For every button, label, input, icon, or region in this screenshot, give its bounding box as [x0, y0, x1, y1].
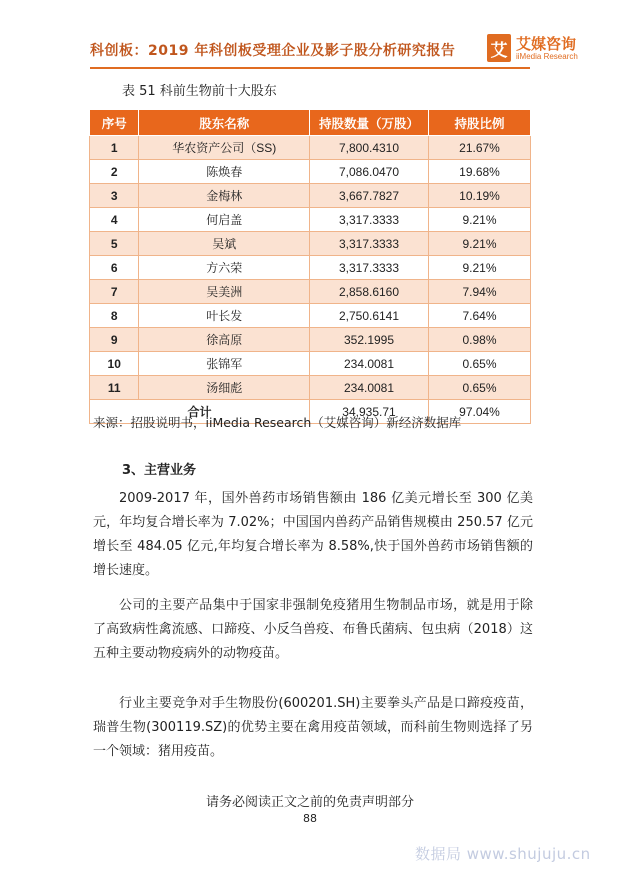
row-shares: 7,086.0470 [310, 160, 429, 184]
table-row [90, 208, 531, 232]
row-holder-name: 陈焕春 [139, 160, 310, 184]
row-index: 8 [90, 304, 139, 328]
body-paragraph: 行业主要竞争对手生物股份(600201.SH)主要拳头产品是口蹄疫疫苗，瑞普生物(300119.SZ)的优势主要在禽用疫苗领域，而科前生物则选择了另一个领域：猪用疫苗。 [93, 696, 533, 759]
row-shares: 3,317.3333 [310, 208, 429, 232]
row-index: 3 [90, 184, 139, 208]
total-label: 合计 [90, 400, 310, 424]
table-row [90, 304, 531, 328]
logo-name: 艾媒咨询 [516, 35, 577, 53]
row-index: 4 [90, 208, 139, 232]
table-row [90, 136, 531, 160]
row-shares: 7,800.4310 [310, 136, 429, 160]
row-shares: 3,667.7827 [310, 184, 429, 208]
row-index: 1 [90, 136, 139, 160]
table-row [90, 232, 531, 256]
header-divider [90, 67, 530, 69]
row-shares: 3,317.3333 [310, 232, 429, 256]
table-source: 来源：招股说明书，iiMedia Research（艾媒咨询）新经济数据库 [93, 415, 462, 430]
row-ratio: 19.68% [429, 160, 531, 184]
table-row [90, 256, 531, 280]
imedia-logo-icon: 艾 [487, 34, 511, 62]
row-holder-name: 张锦军 [139, 352, 310, 376]
page-number: 88 [303, 812, 317, 825]
watermark: 数据局 www.shujuju.cn [415, 845, 591, 863]
row-index: 7 [90, 280, 139, 304]
row-ratio: 10.19% [429, 184, 531, 208]
row-holder-name: 汤细彪 [139, 376, 310, 400]
col-header-name: 股东名称 [139, 110, 310, 136]
row-holder-name: 徐高原 [139, 328, 310, 352]
row-holder-name: 方六荣 [139, 256, 310, 280]
row-ratio: 0.98% [429, 328, 531, 352]
row-holder-name: 金梅林 [139, 184, 310, 208]
body-paragraph: 公司的主要产品集中于国家非强制免疫猪用生物制品市场，就是用于除了高致病性禽流感、口蹄疫、小反刍兽疫、布鲁氏菌病、包虫病（2018）这五种主要动物疫病外的动物疫苗。 [93, 598, 533, 661]
row-shares: 2,858.6160 [310, 280, 429, 304]
row-shares: 2,750.6141 [310, 304, 429, 328]
col-header-ratio: 持股比例 [429, 110, 531, 136]
row-index: 10 [90, 352, 139, 376]
disclaimer-note: 请务必阅读正文之前的免责声明部分 [205, 795, 414, 810]
row-index: 2 [90, 160, 139, 184]
body-paragraph: 2009-2017 年，国外兽药市场销售额由 186 亿美元增长至 300 亿美元，年均复合增长率为 7.02%；中国国内兽药产品销售规模由 250.57 亿元增长至 484.05 亿元,年均复合增长率为 8.58%,快于国外兽药市场销售额的增长速度。 [93, 491, 533, 578]
table-caption: 表 51 科前生物前十大股东 [122, 84, 277, 99]
table-row [90, 352, 531, 376]
row-shares: 3,317.3333 [310, 256, 429, 280]
row-ratio: 9.21% [429, 208, 531, 232]
section-heading: 3、主营业务 [122, 463, 197, 478]
row-ratio: 0.65% [429, 352, 531, 376]
row-index: 9 [90, 328, 139, 352]
row-shares: 234.0081 [310, 376, 429, 400]
row-ratio: 9.21% [429, 232, 531, 256]
shareholders-table [89, 109, 531, 424]
row-ratio: 21.67% [429, 136, 531, 160]
table-row [90, 280, 531, 304]
table-header-row [90, 110, 531, 136]
row-holder-name: 华农资产公司（SS) [139, 136, 310, 160]
table-row [90, 184, 531, 208]
table-row [90, 376, 531, 400]
table-row [90, 328, 531, 352]
row-holder-name: 吴斌 [139, 232, 310, 256]
row-holder-name: 叶长发 [139, 304, 310, 328]
row-holder-name: 何启盖 [139, 208, 310, 232]
row-index: 5 [90, 232, 139, 256]
row-shares: 234.0081 [310, 352, 429, 376]
row-shares: 352.1995 [310, 328, 429, 352]
row-ratio: 7.64% [429, 304, 531, 328]
total-ratio: 97.04% [429, 400, 531, 424]
row-ratio: 7.94% [429, 280, 531, 304]
report-title: 科创板：2019 年科创板受理企业及影子股分析研究报告 [90, 43, 456, 59]
row-ratio: 9.21% [429, 256, 531, 280]
col-header-shares: 持股数量（万股） [310, 110, 429, 136]
col-header-index: 序号 [90, 110, 139, 136]
total-shares: 34,935.71 [310, 400, 429, 424]
logo-subtitle: iiMedia Research [516, 52, 578, 61]
row-index: 11 [90, 376, 139, 400]
table-row [90, 160, 531, 184]
row-ratio: 0.65% [429, 376, 531, 400]
row-index: 6 [90, 256, 139, 280]
row-holder-name: 吴美洲 [139, 280, 310, 304]
